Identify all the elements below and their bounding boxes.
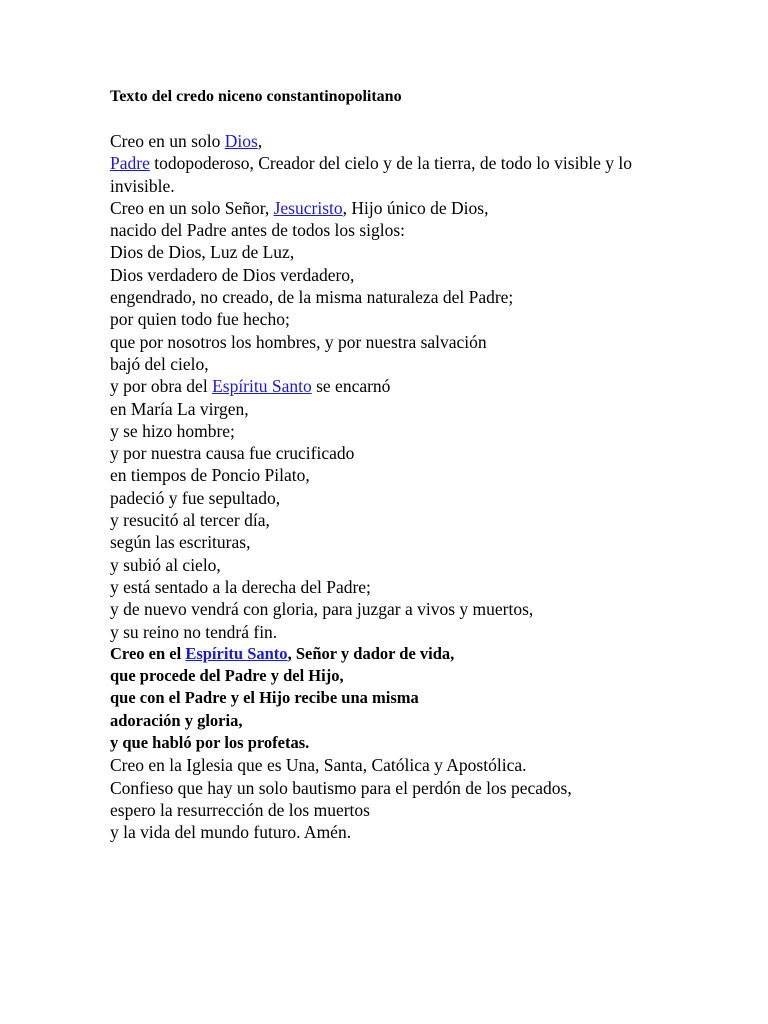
document-title: Texto del credo niceno constantinopolitano — [110, 88, 402, 105]
text-fragment: Creo en un solo — [110, 131, 225, 151]
text-fragment: se encarnó — [311, 376, 391, 397]
text-fragment: , — [257, 131, 263, 151]
link-dios[interactable]: Dios — [224, 131, 258, 151]
link-jesucristo[interactable]: Jesucristo — [273, 197, 343, 218]
text-line: según las escrituras, — [110, 532, 251, 553]
text-line — [110, 197, 730, 219]
text-line: Dios verdadero de Dios verdadero, — [110, 264, 355, 285]
creed-text — [110, 130, 730, 844]
text-line: en tiempos de Poncio Pilato, — [110, 465, 310, 486]
text-line — [110, 152, 640, 197]
text-line: bajó del cielo, — [110, 353, 209, 374]
text-line — [110, 375, 730, 397]
text-fragment: y por obra del — [110, 376, 213, 397]
text-line: y por nuestra causa fue crucificado — [110, 443, 355, 464]
text-line: Confieso que hay un solo bautismo para el perdón de los pecados, — [110, 777, 572, 798]
text-line: espero la resurrección de los muertos — [110, 799, 370, 820]
document-page — [110, 86, 730, 844]
link-espiritu-santo[interactable]: Espíritu Santo — [212, 376, 312, 397]
text-line — [110, 643, 730, 665]
text-line: que con el Padre y el Hijo recibe una misma — [110, 688, 419, 708]
text-line: que procede del Padre y del Hijo, — [110, 666, 344, 686]
text-line: y que habló por los profetas. — [110, 733, 310, 753]
link-espiritu-santo-bold[interactable]: Espíritu Santo — [185, 643, 288, 663]
text-fragment: , Hijo único de Dios, — [342, 197, 489, 218]
text-fragment: Creo en el — [110, 643, 186, 663]
text-fragment: , Señor y dador de vida, — [287, 643, 455, 663]
text-line: y su reino no tendrá fin. — [110, 621, 278, 642]
text-line: Creo en la Iglesia que es Una, Santa, Católica y Apostólica. — [110, 755, 527, 776]
text-line: que por nosotros los hombres, y por nuestra salvación — [110, 331, 487, 352]
text-line: engendrado, no creado, de la misma naturaleza del Padre; — [110, 287, 514, 308]
text-line: en María La virgen, — [110, 398, 249, 419]
text-line: y está sentado a la derecha del Padre; — [110, 576, 371, 597]
text-fragment: todopoderoso, Creador del cielo y de la tierra, de todo lo visible y lo invisible. — [110, 153, 632, 196]
text-line: y subió al cielo, — [110, 554, 221, 575]
text-line: y la vida del mundo futuro. Amén. — [110, 822, 352, 843]
text-line: padeció y fue sepultado, — [110, 487, 281, 508]
text-line: adoración y gloria, — [110, 710, 243, 730]
text-line: Dios de Dios, Luz de Luz, — [110, 242, 295, 263]
text-line: y de nuevo vendrá con gloria, para juzgar a vivos y muertos, — [110, 599, 534, 620]
text-line — [110, 130, 730, 152]
text-line: y resucitó al tercer día, — [110, 510, 270, 531]
text-line: nacido del Padre antes de todos los siglos: — [110, 220, 406, 241]
text-fragment: Creo en un solo Señor, — [110, 197, 274, 218]
text-line: por quien todo fue hecho; — [110, 309, 290, 330]
link-padre[interactable]: Padre — [110, 153, 150, 174]
text-line: y se hizo hombre; — [110, 420, 235, 441]
